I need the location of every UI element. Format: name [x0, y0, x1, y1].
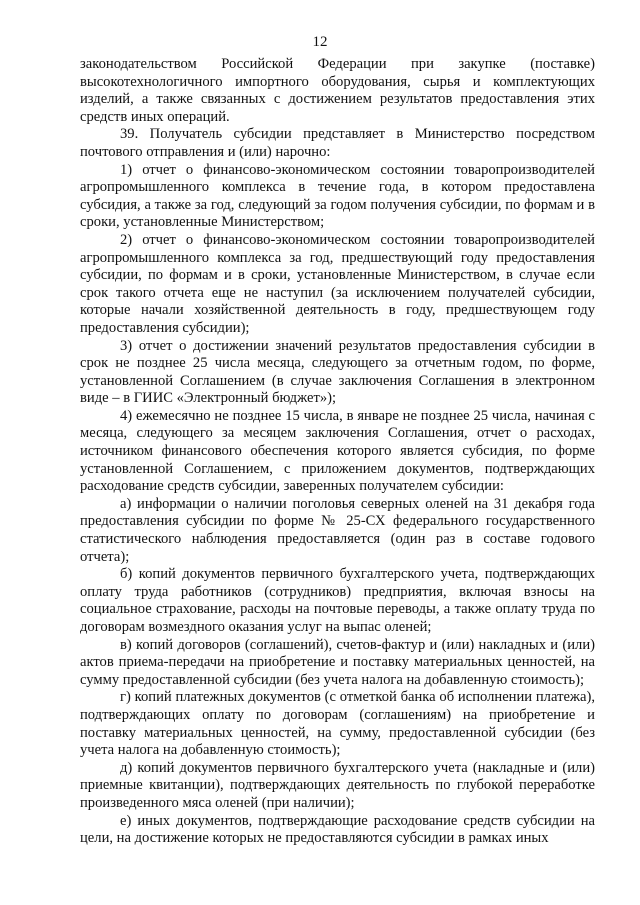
paragraph-subitem-4: 4) ежемесячно не позднее 15 числа, в январе не позднее 25 числа, начиная с месяца, следующего за месяцем заключения Соглашения, отчет о расходах, источником финансового обеспечения которого является субсидия, по форме установленной Соглашением, с приложением документов, подтверждающих расходование средств субсидии, заверенных получателем субсидии:: [80, 407, 595, 495]
paragraph-subitem-3: 3) отчет о достижении значений результатов предоставления субсидии в срок не позднее 25 числа месяца, следующего за отчетным годом, по форме, установленной Соглашением (в случае заключения Соглашения в электронном виде – в ГИИС «Электронный бюджет»);: [80, 337, 595, 407]
paragraph-subitem-2: 2) отчет о финансово-экономическом состоянии товаропроизводителей агропромышленного комплекса за год, предшествующий году предоставления субсидии, по формам и в сроки, установленные Министерством, в случае если срок такого отчета еще не наступил (за исключением получателей субсидии, которые начали хозяйственной деятельность в году, предшествующем году предоставления субсидии);: [80, 231, 595, 336]
paragraph-subitem-a: а) информации о наличии поголовья северных оленей на 31 декабря года предоставления субсидии по форме № 25-СХ федерального государственного статистического наблюдения предоставляется (один раз в составе годового отчета);: [80, 495, 595, 565]
paragraph-subitem-1: 1) отчет о финансово-экономическом состоянии товаропроизводителей агропромышленного комплекса в течение года, в котором предоставлена субсидия, а также за год, следующий за годом получения субсидии, по формам и в сроки, установленные Министерством;: [80, 161, 595, 231]
document-body: [80, 56, 595, 848]
paragraph-subitem-b: б) копий документов первичного бухгалтерского учета, подтверждающих оплату труда работников (сотрудников) предприятия, включая взносы на социальное страхование, расходы на почтовые переводы, а также оплату труда по договорам возмездного оказания услуг на выпас оленей;: [80, 566, 595, 635]
paragraph-subitem-e: е) иных документов, подтверждающие расходование средств субсидии на цели, на достижение которых не предоставляются субсидии в рамках иных: [80, 812, 595, 847]
page-number: 12: [312, 34, 328, 50]
paragraph-subitem-v: в) копий договоров (соглашений), счетов-фактур и (или) накладных и (или) актов приема-передачи на приобретение и поставку материальных ценностей, на сумму предоставленной субсидии (без учета налога на добавленную стоимость);: [80, 636, 595, 688]
paragraph-subitem-d: д) копий документов первичного бухгалтерского учета (накладные и (или) приемные квитанции), подтверждающих деятельность по глубокой переработке произведенного мяса оленей (при наличии);: [80, 759, 595, 811]
paragraph-continuation: законодательством Российской Федерации при закупке (поставке) высокотехнологичного импортного оборудования, сырья и комплектующих изделий, а также связанных с достижением результатов предоставления этих средств иных операций.: [80, 56, 595, 125]
paragraph-subitem-g: г) копий платежных документов (с отметкой банка об исполнении платежа), подтверждающих оплату по договорам (соглашениям) на приобретение и поставку материальных ценностей, на сумму, предоставленной субсидии (без учета налога на добавленную стоимость);: [80, 689, 595, 759]
paragraph-item-39: 39. Получатель субсидии представляет в Министерство посредством почтового отправления и (или) нарочно:: [80, 126, 595, 160]
